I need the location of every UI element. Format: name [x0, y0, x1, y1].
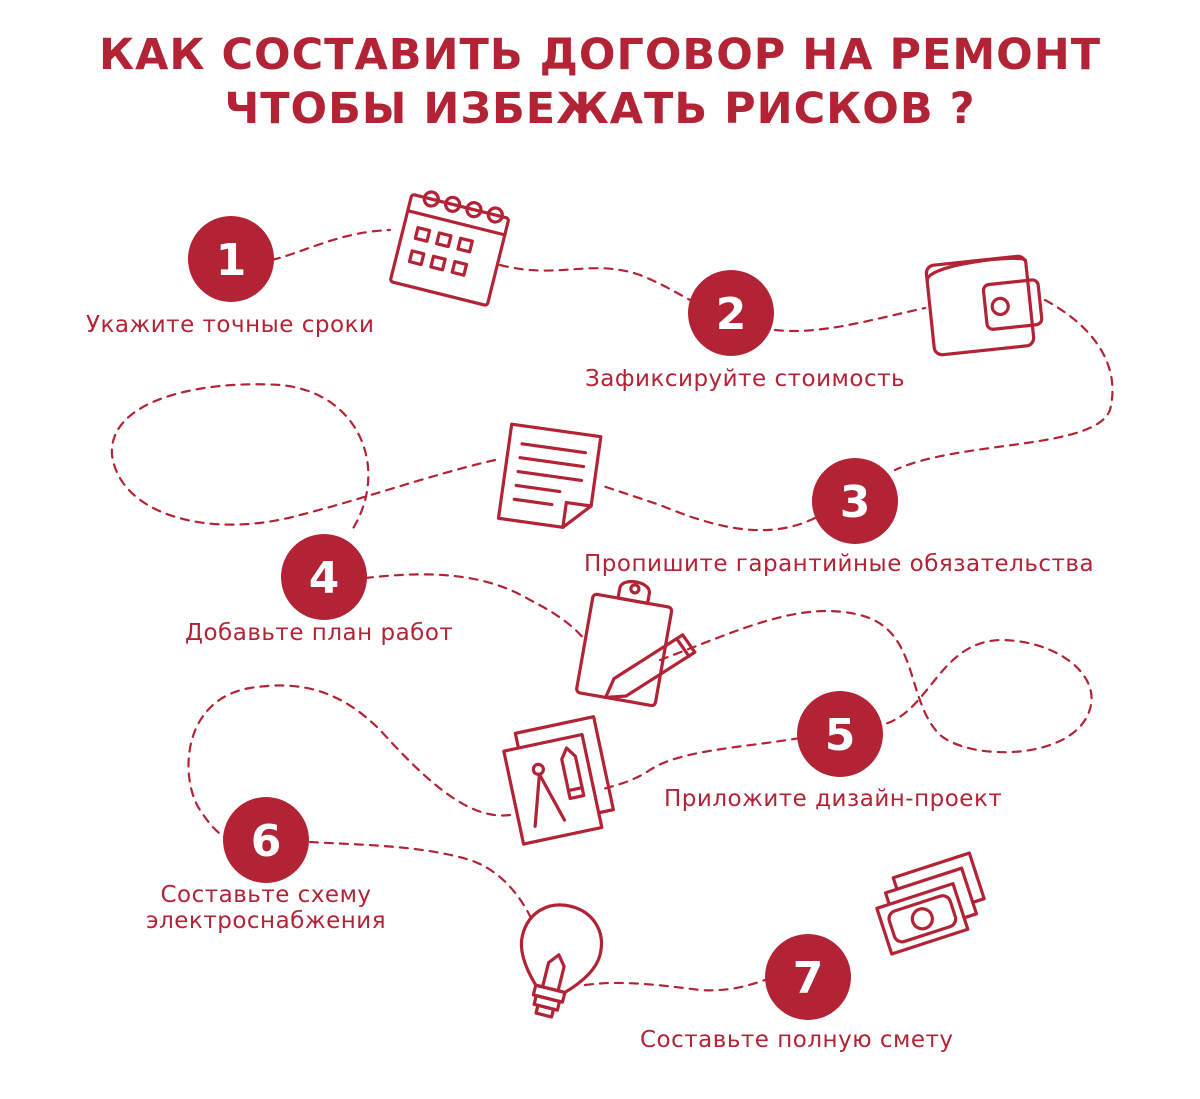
- step-4-marker: [281, 534, 367, 620]
- step-4-label: Добавьте план работ: [185, 620, 454, 646]
- title-line-1: КАК СОСТАВИТЬ ДОГОВОР НА РЕМОНТ: [98, 30, 1102, 80]
- step-5-marker: [797, 691, 883, 777]
- step-5-label: Приложите дизайн-проект: [664, 786, 1003, 812]
- clipboard-pencil-icon: [576, 575, 705, 711]
- money-icon: [869, 853, 991, 954]
- step-7-number: 7: [792, 953, 824, 1004]
- step-6-number: 6: [250, 816, 282, 867]
- document-icon: [498, 424, 600, 531]
- step-2-number: 2: [715, 289, 747, 340]
- step-3-label: Пропишите гарантийные обязательства: [584, 551, 1095, 577]
- step-6-marker: [223, 797, 309, 883]
- title-line-2: ЧТОБЫ ИЗБЕЖАТЬ РИСКОВ ?: [224, 84, 976, 134]
- step-7-label: Составьте полную смету: [640, 1027, 954, 1053]
- step-6-label: [130, 882, 402, 934]
- step-2-label: Зафиксируйте стоимость: [585, 366, 906, 392]
- step-2-marker: [688, 270, 774, 356]
- wallet-icon: [926, 254, 1045, 355]
- lightbulb-icon: [505, 897, 610, 1025]
- step-6-label-line-2: электроснабжения: [145, 908, 387, 934]
- step-1-label: Укажите точные сроки: [86, 312, 375, 338]
- step-1-marker: [188, 216, 274, 302]
- step-3-number: 3: [839, 477, 871, 528]
- drafting-tools-icon: [501, 717, 617, 844]
- step-5-number: 5: [824, 710, 856, 761]
- step-3-marker: [812, 458, 898, 544]
- step-6-label-line-1: Составьте схему: [160, 882, 372, 908]
- step-7-marker: [765, 934, 851, 1020]
- step-1-number: 1: [215, 235, 247, 286]
- step-4-number: 4: [308, 553, 340, 604]
- calendar-icon: [390, 187, 510, 305]
